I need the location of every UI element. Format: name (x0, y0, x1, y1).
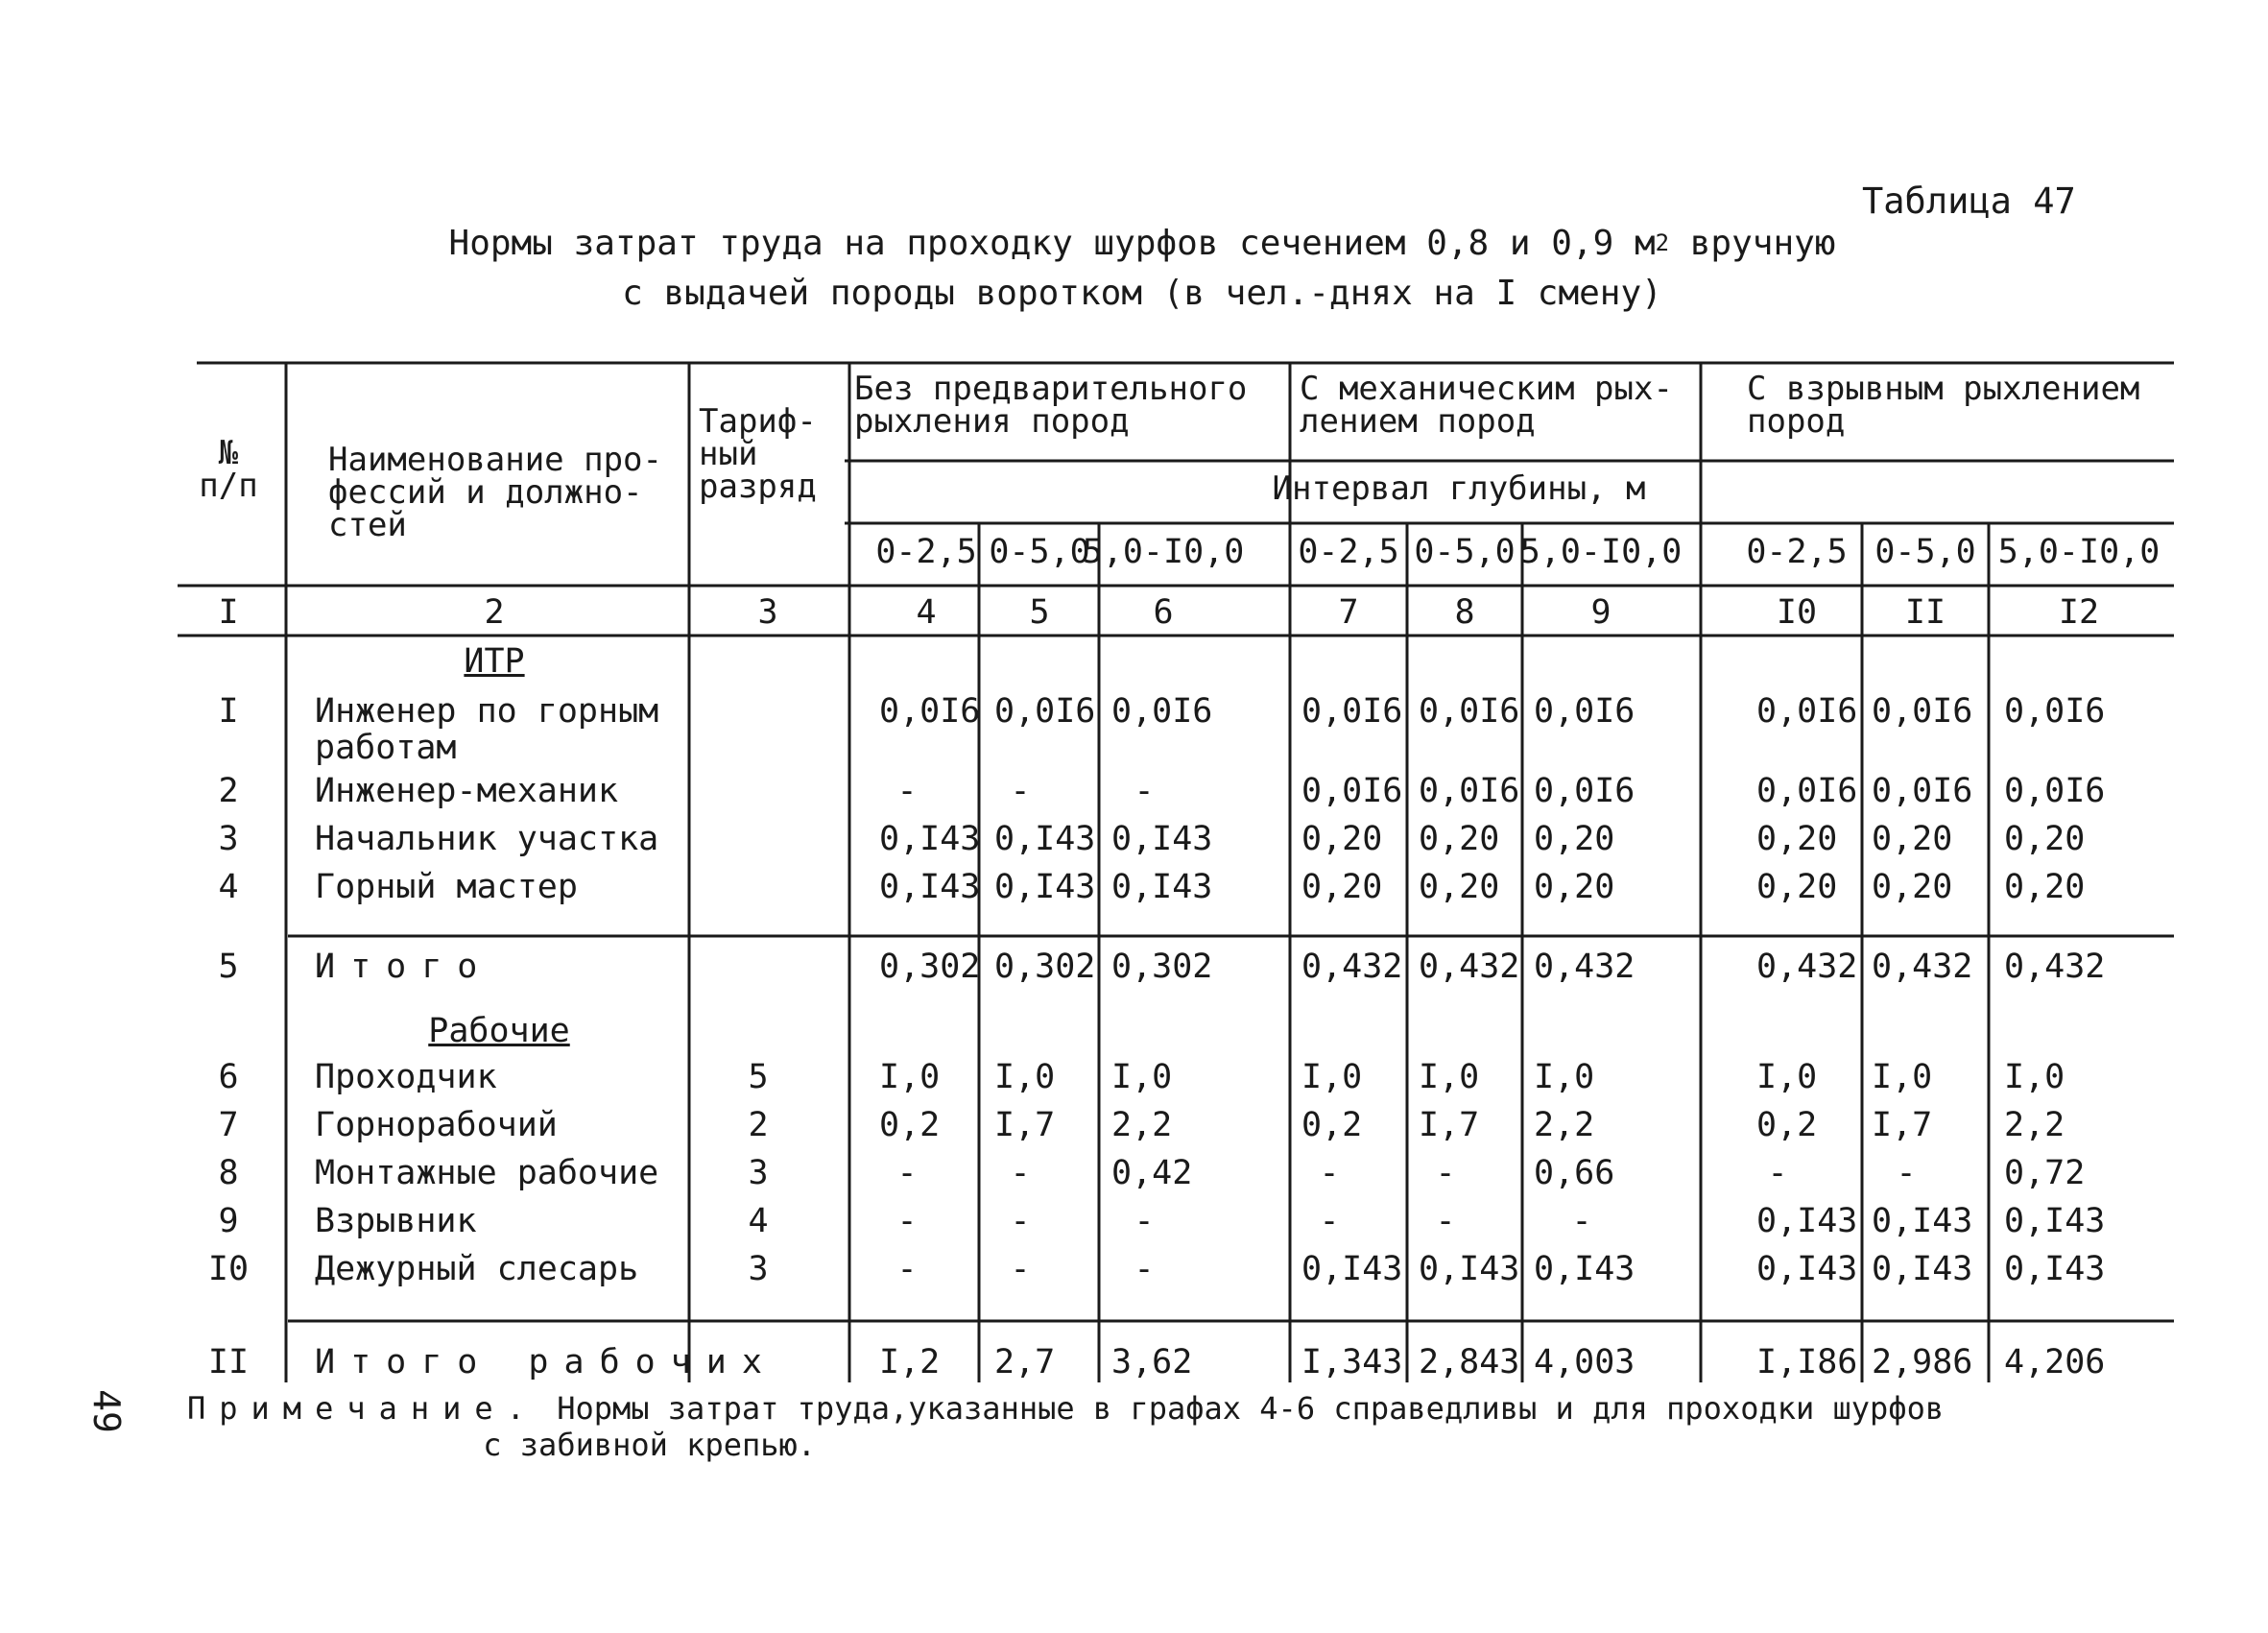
value-cell: 4,206 (2004, 1343, 2106, 1381)
value-cell: 0,0I6 (1872, 692, 1973, 731)
value-cell: 0,2 (1756, 1106, 1818, 1144)
value-cell: I,I86 (1756, 1343, 1858, 1381)
value-cell: 0,0I6 (1534, 772, 1635, 810)
value-cell: 0,I43 (1756, 1250, 1858, 1288)
value-cell: 0,20 (1534, 868, 1615, 906)
header-depth-interval: Интервал глубины, м (1272, 469, 1646, 508)
header-group-blasting: С взрывным рыхлением пород (1747, 370, 2140, 441)
profession-name: Инженер по горным работам (315, 692, 659, 767)
value-cell: 0,2 (879, 1106, 941, 1144)
total-label: Итого рабочих (315, 1343, 777, 1381)
column-number-9: 9 (1590, 593, 1611, 632)
value-cell: - (896, 1154, 918, 1192)
title-line-1-text: Нормы затрат труда на проходку шурфов сечением 0,8 и 0,9 м (448, 224, 1656, 263)
value-cell: I,7 (994, 1106, 1056, 1144)
tariff-grade: 4 (748, 1202, 769, 1240)
value-cell: 0,I43 (1111, 820, 1213, 858)
page-number: 49 (84, 1389, 128, 1433)
header-interval-6: 5,0-I0,0 (1082, 533, 1245, 571)
column-number-10: I0 (1776, 593, 1818, 632)
value-cell: 0,20 (2004, 868, 2086, 906)
value-cell: 0,20 (1872, 820, 1953, 858)
header-interval-5: 0-5,0 (989, 533, 1090, 571)
value-cell: 0,0I6 (2004, 692, 2106, 731)
value-cell: - (1435, 1202, 1456, 1240)
header-interval-9: 5,0-I0,0 (1519, 533, 1683, 571)
value-cell: 0,72 (2004, 1154, 2086, 1192)
profession-name: Проходчик (315, 1058, 497, 1096)
value-cell: 0,0I6 (1872, 772, 1973, 810)
row-number: 8 (218, 1154, 239, 1192)
column-number-1: I (218, 593, 239, 632)
value-cell: 0,I43 (1756, 1202, 1858, 1240)
row-number: 3 (218, 820, 239, 858)
profession-name: Дежурный слесарь (315, 1250, 639, 1288)
header-interval-12: 5,0-I0,0 (1997, 533, 2161, 571)
column-number-3: 3 (757, 593, 778, 632)
header-interval-4: 0-2,5 (875, 533, 977, 571)
value-cell: 0,0I6 (1111, 692, 1213, 731)
value-cell: 0,I43 (1111, 868, 1213, 906)
value-cell: I,0 (2004, 1058, 2065, 1096)
value-cell: 2,2 (1111, 1106, 1173, 1144)
column-number-7: 7 (1338, 593, 1359, 632)
value-cell: - (896, 772, 918, 810)
header-num: № п/п (199, 434, 258, 505)
value-cell: 0,I43 (1419, 1250, 1520, 1288)
column-number-5: 5 (1029, 593, 1050, 632)
note-text-line-1: Нормы затрат труда,указанные в графах 4-6 справедливы и для проходки шурфов (557, 1390, 1945, 1427)
value-cell: - (1435, 1154, 1456, 1192)
value-cell: - (1134, 1250, 1155, 1288)
tariff-grade: 3 (748, 1154, 769, 1192)
header-interval-7: 0-2,5 (1298, 533, 1399, 571)
value-cell: I,2 (879, 1343, 941, 1381)
value-cell: - (1319, 1202, 1340, 1240)
row-number: II (207, 1343, 250, 1381)
value-cell: 0,0I6 (1301, 692, 1403, 731)
value-cell: I,0 (879, 1058, 941, 1096)
row-number: I (218, 692, 239, 731)
value-cell: 0,432 (2004, 948, 2106, 986)
value-cell: 0,432 (1756, 948, 1858, 986)
profession-name: Взрывник (315, 1202, 477, 1240)
column-number-12: I2 (2058, 593, 2100, 632)
value-cell: - (1134, 1202, 1155, 1240)
value-cell: - (896, 1250, 918, 1288)
value-cell: - (1319, 1154, 1340, 1192)
value-cell: 2,2 (2004, 1106, 2065, 1144)
value-cell: 0,0I6 (1301, 772, 1403, 810)
profession-name: Монтажные рабочие (315, 1154, 659, 1192)
value-cell: 2,2 (1534, 1106, 1595, 1144)
value-cell: 0,0I6 (1419, 772, 1520, 810)
value-cell: 2,986 (1872, 1343, 1973, 1381)
value-cell: 0,20 (1756, 868, 1838, 906)
value-cell: 0,I43 (1872, 1202, 1973, 1240)
value-cell: I,0 (994, 1058, 1056, 1096)
value-cell: - (1767, 1154, 1788, 1192)
row-number: 7 (218, 1106, 239, 1144)
column-number-2: 2 (484, 593, 505, 632)
value-cell: 0,I43 (994, 820, 1096, 858)
table-note (187, 1390, 1944, 1463)
value-cell: 0,I43 (1872, 1250, 1973, 1288)
value-cell: 0,0I6 (1419, 692, 1520, 731)
value-cell: 0,20 (2004, 820, 2086, 858)
column-number-8: 8 (1454, 593, 1475, 632)
value-cell: 0,432 (1534, 948, 1635, 986)
value-cell: 0,I43 (994, 868, 1096, 906)
row-number: 4 (218, 868, 239, 906)
value-cell: I,0 (1534, 1058, 1595, 1096)
value-cell: - (1010, 1202, 1031, 1240)
value-cell: 3,62 (1111, 1343, 1193, 1381)
profession-name: Горный мастер (315, 868, 578, 906)
section-workers: Рабочие (428, 1012, 570, 1050)
value-cell: 0,2 (1301, 1106, 1363, 1144)
value-cell: 0,I43 (2004, 1250, 2106, 1288)
total-label: Итого (315, 948, 493, 986)
value-cell: 0,I43 (2004, 1202, 2106, 1240)
value-cell: I,0 (1301, 1058, 1363, 1096)
column-number-4: 4 (916, 593, 937, 632)
value-cell: I,0 (1111, 1058, 1173, 1096)
value-cell: - (1010, 772, 1031, 810)
value-cell: 0,I43 (1534, 1250, 1635, 1288)
row-number: 5 (218, 948, 239, 986)
value-cell: 0,432 (1419, 948, 1520, 986)
note-label: Примечание. (187, 1390, 538, 1427)
value-cell: 0,0I6 (1756, 692, 1858, 731)
value-cell: I,0 (1756, 1058, 1818, 1096)
value-cell: - (1896, 1154, 1917, 1192)
value-cell: 0,432 (1301, 948, 1403, 986)
value-cell: 0,0I6 (994, 692, 1096, 731)
value-cell: - (1010, 1154, 1031, 1192)
row-number: 6 (218, 1058, 239, 1096)
tariff-grade: 2 (748, 1106, 769, 1144)
value-cell: 0,42 (1111, 1154, 1193, 1192)
tariff-grade: 3 (748, 1250, 769, 1288)
value-cell: 0,0I6 (1534, 692, 1635, 731)
value-cell: 0,0I6 (2004, 772, 2106, 810)
tariff-grade: 5 (748, 1058, 769, 1096)
value-cell: 0,20 (1419, 820, 1500, 858)
profession-name: Начальник участка (315, 820, 659, 858)
value-cell: 0,0I6 (1756, 772, 1858, 810)
value-cell: 4,003 (1534, 1343, 1635, 1381)
title-line-1-tail: вручную (1669, 224, 1836, 263)
value-cell: 0,66 (1534, 1154, 1615, 1192)
header-grade: Тариф- ный разряд (699, 402, 817, 506)
value-cell: 2,7 (994, 1343, 1056, 1381)
header-interval-8: 0-5,0 (1414, 533, 1516, 571)
value-cell: 0,20 (1872, 868, 1953, 906)
row-number: I0 (207, 1250, 250, 1288)
value-cell: 0,302 (994, 948, 1096, 986)
value-cell: 0,I43 (879, 868, 981, 906)
header-interval-11: 0-5,0 (1874, 533, 1976, 571)
profession-name: Горнорабочий (315, 1106, 558, 1144)
header-name: Наименование про- фессий и должно- стей (328, 441, 662, 544)
value-cell: I,0 (1419, 1058, 1480, 1096)
note-text-line-2: с забивной крепью. (483, 1427, 817, 1463)
value-cell: - (1134, 772, 1155, 810)
value-cell: 0,I43 (879, 820, 981, 858)
value-cell: I,0 (1872, 1058, 1933, 1096)
value-cell: 2,843 (1419, 1343, 1520, 1381)
header-group-mechanical: С механическим рых- лением пород (1300, 370, 1673, 441)
value-cell: - (896, 1202, 918, 1240)
value-cell: 0,0I6 (879, 692, 981, 731)
header-interval-10: 0-2,5 (1746, 533, 1848, 571)
value-cell: 0,I43 (1301, 1250, 1403, 1288)
section-itr: ИТР (464, 642, 525, 681)
value-cell: 0,20 (1301, 868, 1383, 906)
table-title-line-2: с выдачей породы воротком (в чел.-днях на I смену) (622, 274, 1662, 313)
value-cell: 0,432 (1872, 948, 1973, 986)
row-number: 2 (218, 772, 239, 810)
value-cell: - (1571, 1202, 1592, 1240)
value-cell: 0,20 (1301, 820, 1383, 858)
value-cell: I,7 (1419, 1106, 1480, 1144)
value-cell: 0,20 (1534, 820, 1615, 858)
value-cell: - (1010, 1250, 1031, 1288)
header-group-no-loosening: Без предварительного рыхления пород (854, 370, 1248, 441)
profession-name: Инженер-механик (315, 772, 619, 810)
column-number-11: II (1904, 593, 1946, 632)
table-number: Таблица 47 (1862, 180, 2076, 222)
row-number: 9 (218, 1202, 239, 1240)
title-superscript: 2 (1655, 229, 1670, 256)
value-cell: I,343 (1301, 1343, 1403, 1381)
value-cell: 0,302 (879, 948, 981, 986)
value-cell: 0,302 (1111, 948, 1213, 986)
value-cell: I,7 (1872, 1106, 1933, 1144)
value-cell: 0,20 (1756, 820, 1838, 858)
column-number-6: 6 (1153, 593, 1174, 632)
value-cell: 0,20 (1419, 868, 1500, 906)
